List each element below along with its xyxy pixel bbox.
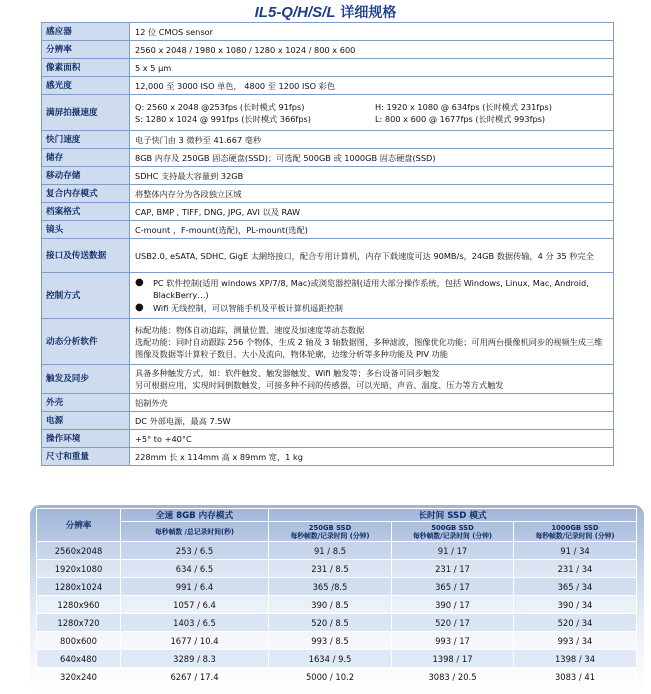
spec-row	[42, 273, 614, 319]
spec-row	[42, 203, 614, 221]
spec-value: USB2.0, eSATA, SDHC, GigE 太網络接口，配合专用计算机，内存下载速度可达 90MB/s，24GB 数据传输，4 分 35 秒完全	[130, 239, 614, 273]
table-cell: 6267 / 17.4	[121, 668, 269, 686]
table-cell: 520 / 17	[392, 614, 514, 632]
table-cell: 390 / 17	[392, 596, 514, 614]
table-cell: 993 / 17	[392, 632, 514, 650]
spec-label: 感应器	[42, 23, 130, 41]
spec-value: 228mm 长 x 114mm 高 x 89mm 宽，1 kg	[130, 448, 614, 466]
table-cell: 5000 / 10.2	[269, 668, 392, 686]
table-row	[37, 614, 637, 632]
spec-value: 5 x 5 μm	[130, 59, 614, 77]
perf-header-row	[37, 509, 637, 522]
table-cell: 365 / 17	[392, 578, 514, 596]
spec-label: 电源	[42, 412, 130, 430]
spec-value: CAP, BMP , TIFF, DNG, JPG, AVI 以及 RAW	[130, 203, 614, 221]
table-cell: 1677 / 10.4	[121, 632, 269, 650]
spec-value: 将整体内存分为各段独立区域	[130, 185, 614, 203]
resolution-cell: 1920x1080	[37, 560, 121, 578]
table-cell: 634 / 6.5	[121, 560, 269, 578]
spec-value	[130, 273, 614, 319]
ssd-title: 250GB SSD	[308, 523, 352, 532]
spec-label: 尺寸和重量	[42, 448, 130, 466]
trigger-line: 具备多种触发方式，如：软件触发、触发器触发、Wifi 触发等；多台设备可同步触发	[135, 368, 440, 378]
spec-label: 快门速度	[42, 131, 130, 149]
resolution-header: 分辨率	[37, 509, 121, 542]
spec-row	[42, 41, 614, 59]
spec-label: 像素面积	[42, 59, 130, 77]
spec-row	[42, 149, 614, 167]
performance-panel	[30, 505, 644, 693]
speed-q: Q: 2560 x 2048 @253fps (长时模式 91fps)	[135, 101, 305, 112]
ssd-header	[269, 522, 392, 542]
spec-value: SDHC 支持最大容量到 32GB	[130, 167, 614, 185]
spec-label: 复合内存模式	[42, 185, 130, 203]
spec-row	[42, 77, 614, 95]
spec-label: 动态分析软件	[42, 319, 130, 365]
perf-subheader-row	[37, 522, 637, 542]
longtime-header: 长时间 SSD 模式	[269, 509, 637, 522]
bullet-icon: ●	[135, 277, 144, 288]
table-cell: 365 /8.5	[269, 578, 392, 596]
table-cell: 993 / 8.5	[269, 632, 392, 650]
spec-row	[42, 185, 614, 203]
resolution-cell: 1280x960	[37, 596, 121, 614]
spec-row	[42, 167, 614, 185]
spec-value	[130, 95, 614, 131]
table-cell: 91 / 34	[514, 542, 637, 560]
spec-row	[42, 239, 614, 273]
table-cell: 390 / 34	[514, 596, 637, 614]
spec-row	[42, 59, 614, 77]
table-row	[37, 668, 637, 686]
table-cell: 253 / 6.5	[121, 542, 269, 560]
ssd-sub: 每秒帧数/记录时间 (分钟)	[535, 531, 615, 540]
spec-value: C-mount ，F-mount(选配)，PL-mount(选配)	[130, 221, 614, 239]
table-row	[37, 542, 637, 560]
table-cell: 3083 / 20.5	[392, 668, 514, 686]
ssd-header	[392, 522, 514, 542]
table-cell: 1403 / 6.5	[121, 614, 269, 632]
spec-label: 移动存储	[42, 167, 130, 185]
spec-value: 12 位 CMOS sensor	[130, 23, 614, 41]
spec-label: 接口及传送数据	[42, 239, 130, 273]
spec-row	[42, 365, 614, 394]
spec-value	[130, 319, 614, 365]
resolution-cell: 2560x2048	[37, 542, 121, 560]
table-row	[37, 578, 637, 596]
table-cell: 520 / 34	[514, 614, 637, 632]
table-cell: 1398 / 17	[392, 650, 514, 668]
table-cell: 390 / 8.5	[269, 596, 392, 614]
fullspeed-header: 全速 8GB 内存模式	[121, 509, 269, 522]
spec-value: +5° to +40°C	[130, 430, 614, 448]
table-cell: 1634 / 9.5	[269, 650, 392, 668]
control-bullet-text: PC 软件控制(适用 windows XP/7/8, Mac)或浏览器控制(适用大部分操作系统，包括 Windows, Linux, Mac, Android, BlackBerry…)	[153, 278, 589, 300]
spec-row	[42, 394, 614, 412]
trigger-line: 另可根据应用，实现时间倒数触发，可接多种不同的传感器，可以光暗、声音、温度、压力等方式触发	[135, 380, 504, 390]
spec-row	[42, 412, 614, 430]
spec-label: 满屏拍摄速度	[42, 95, 130, 131]
spec-label: 触发及同步	[42, 365, 130, 394]
table-row	[37, 632, 637, 650]
resolution-cell: 640x480	[37, 650, 121, 668]
spec-label: 感光度	[42, 77, 130, 95]
speed-line	[135, 113, 608, 125]
speed-h: H: 1920 x 1080 @ 634fps (长时模式 231fps)	[375, 101, 552, 112]
software-optional: 选配功能：同时自动跟踪 256 个物体，生成 2 轴及 3 轴数据图，多种滤波，图像优化功能；可用两台摄像机同步的视频生成三维图像及数据等计算粒子数目、大小及流向，物体轮廓，边缘分析等多种功能及 PIV 功能	[135, 336, 603, 359]
spec-value: 2560 x 2048 / 1980 x 1080 / 1280 x 1024 / 800 x 600	[130, 41, 614, 59]
table-cell: 3289 / 8.3	[121, 650, 269, 668]
spec-value: DC 外部电源，最高 7.5W	[130, 412, 614, 430]
table-cell: 993 / 34	[514, 632, 637, 650]
ssd-sub: 每秒帧数/记录时间 (分钟)	[412, 531, 493, 540]
table-cell: 91 / 8.5	[269, 542, 392, 560]
table-cell: 231 / 17	[392, 560, 514, 578]
spec-table	[41, 22, 614, 466]
spec-label: 分辨率	[42, 41, 130, 59]
table-cell: 520 / 8.5	[269, 614, 392, 632]
speed-line	[135, 101, 608, 113]
table-cell: 231 / 34	[514, 560, 637, 578]
spec-value: 铝制外壳	[130, 394, 614, 412]
performance-table	[36, 508, 637, 686]
table-row	[37, 560, 637, 578]
bullet-icon: ●	[135, 302, 144, 313]
ssd-title: 1000GB SSD	[551, 523, 599, 532]
model-name: IL5-Q/H/S/L	[254, 4, 336, 21]
page-title	[0, 2, 651, 22]
table-row	[37, 650, 637, 668]
spec-row	[42, 319, 614, 365]
table-cell: 991 / 6.4	[121, 578, 269, 596]
spec-row	[42, 23, 614, 41]
resolution-cell: 800x600	[37, 632, 121, 650]
table-cell: 365 / 34	[514, 578, 637, 596]
speed-l: L: 800 x 600 @ 1677fps (长时模式 993fps)	[375, 113, 546, 124]
resolution-cell: 1280x720	[37, 614, 121, 632]
spec-label: 镜头	[42, 221, 130, 239]
software-standard: 标配功能：物体自动追踪，测量位置、速度及加速度等动态数据	[135, 324, 365, 335]
resolution-cell: 1280x1024	[37, 578, 121, 596]
spec-row	[42, 95, 614, 131]
table-row	[37, 596, 637, 614]
spec-row	[42, 221, 614, 239]
spec-label: 储存	[42, 149, 130, 167]
spec-label: 操作环境	[42, 430, 130, 448]
control-bullet	[135, 277, 608, 301]
spec-row	[42, 131, 614, 149]
spec-label: 控制方式	[42, 273, 130, 319]
table-cell: 1398 / 34	[514, 650, 637, 668]
fullspeed-subheader: 每秒帧数 /总记录时间(秒)	[121, 522, 269, 542]
spec-label: 外壳	[42, 394, 130, 412]
spec-label: 档案格式	[42, 203, 130, 221]
table-cell: 3083 / 41	[514, 668, 637, 686]
spec-row	[42, 448, 614, 466]
spec-value: 8GB 内存及 250GB 固态硬盘(SSD)；可选配 500GB 或 1000GB 固态硬盘(SSD)	[130, 149, 614, 167]
speed-s: S: 1280 x 1024 @ 991fps (长时模式 366fps)	[135, 113, 311, 124]
control-bullet	[135, 302, 608, 314]
ssd-header	[514, 522, 637, 542]
spec-value: 12,000 至 3000 ISO 单色， 4800 至 1200 ISO 彩色	[130, 77, 614, 95]
spec-row	[42, 430, 614, 448]
table-cell: 231 / 8.5	[269, 560, 392, 578]
ssd-title: 500GB SSD	[431, 523, 474, 532]
table-cell: 91 / 17	[392, 542, 514, 560]
title-suffix: 详细规格	[335, 5, 397, 21]
table-cell: 1057 / 6.4	[121, 596, 269, 614]
resolution-cell: 320x240	[37, 668, 121, 686]
spec-value	[130, 365, 614, 394]
ssd-sub: 每秒帧数/记录时间 (分钟)	[290, 531, 370, 540]
control-bullet-text: Wifi 无线控制，可以智能手机及平板计算机遥距控制	[153, 303, 343, 313]
spec-value: 电子快门由 3 微秒至 41.667 毫秒	[130, 131, 614, 149]
